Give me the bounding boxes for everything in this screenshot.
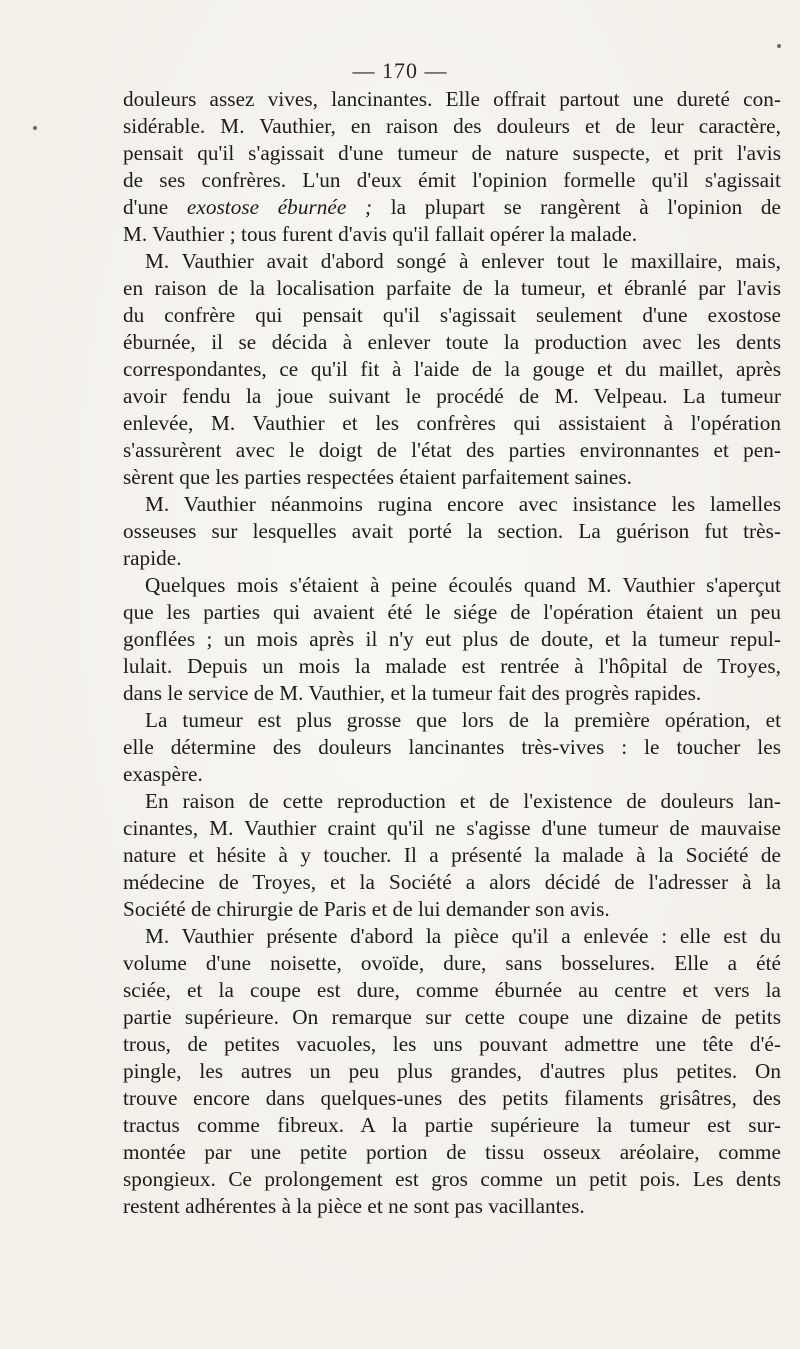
ink-speck xyxy=(777,44,781,48)
page-number: — 170 — xyxy=(352,58,448,83)
text-line: du confrère qui pensait qu'il s'agissait seulement d'une exostose xyxy=(123,303,781,327)
text-line: médecine de Troyes, et la Société a alors décidé de l'adresser à la xyxy=(123,870,781,894)
ink-speck xyxy=(33,126,37,130)
text-line: partie supérieure. On remarque sur cette coupe une dizaine de petits xyxy=(123,1005,781,1029)
text-line: nature et hésite à y toucher. Il a présenté la malade à la Société de xyxy=(123,843,781,867)
text-line: douleurs assez vives, lancinantes. Elle offrait partout une dureté con- xyxy=(123,87,781,111)
text-line: tractus comme fibreux. A la partie supérieure la tumeur est sur- xyxy=(123,1113,781,1137)
text-line: gonflées ; un mois après il n'y eut plus de doute, et la tumeur repul- xyxy=(123,627,781,651)
text-run: la plupart se rangèrent à l'opinion de xyxy=(372,195,781,219)
text-line xyxy=(123,194,781,221)
text-line: exaspère. xyxy=(123,762,203,786)
text-line: de ses confrères. L'un d'eux émit l'opinion formelle qu'il s'agissait xyxy=(123,168,781,192)
text-line: montée par une petite portion de tissu osseux aréolaire, comme xyxy=(123,1140,781,1164)
text-line: M. Vauthier ; tous furent d'avis qu'il fallait opérer la malade. xyxy=(123,222,638,246)
text-line: sidérable. M. Vauthier, en raison des douleurs et de leur caractère, xyxy=(123,114,781,138)
text-line: trouve encore dans quelques-unes des petits filaments grisâtres, des xyxy=(123,1086,781,1110)
text-line: rapide. xyxy=(123,546,182,570)
text-line: Société de chirurgie de Paris et de lui demander son avis. xyxy=(123,897,610,921)
text-line: enlevée, M. Vauthier et les confrères qui assistaient à l'opération xyxy=(123,411,781,435)
text-line: dans le service de M. Vauthier, et la tumeur fait des progrès rapides. xyxy=(123,681,702,705)
text-line: avoir fendu la joue suivant le procédé de M. Velpeau. La tumeur xyxy=(123,384,781,408)
body-text xyxy=(123,86,781,1220)
text-line: M. Vauthier présente d'abord la pièce qu'il a enlevée : elle est du xyxy=(145,924,781,948)
text-line: spongieux. Ce prolongement est gros comme un petit pois. Les dents xyxy=(123,1167,781,1191)
text-line: osseuses sur lesquelles avait porté la section. La guérison fut très- xyxy=(123,519,781,543)
text-line: sciée, et la coupe est dure, comme éburnée au centre et vers la xyxy=(123,978,781,1002)
text-line: Quelques mois s'étaient à peine écoulés quand M. Vauthier s'aperçut xyxy=(145,573,781,597)
text-line: cinantes, M. Vauthier craint qu'il ne s'agisse d'une tumeur de mauvaise xyxy=(123,816,781,840)
text-line: éburnée, il se décida à enlever toute la production avec les dents xyxy=(123,330,781,354)
text-line: restent adhérentes à la pièce et ne sont pas vacillantes. xyxy=(123,1194,585,1218)
text-line: sèrent que les parties respectées étaient parfaitement saines. xyxy=(123,465,633,489)
text-line: trous, de petites vacuoles, les uns pouvant admettre une tête d'é- xyxy=(123,1032,781,1056)
text-line: correspondantes, ce qu'il fit à l'aide de la gouge et du maillet, après xyxy=(123,357,781,381)
text-line: s'assurèrent avec le doigt de l'état des parties environnantes et pen- xyxy=(123,438,781,462)
text-line: pensait qu'il s'agissait d'une tumeur de nature suspecte, et prit l'avis xyxy=(123,141,781,165)
text-line: M. Vauthier avait d'abord songé à enlever tout le maxillaire, mais, xyxy=(145,249,781,273)
text-line: pingle, les autres un peu plus grandes, d'autres plus petites. On xyxy=(123,1059,781,1083)
text-line: en raison de la localisation parfaite de la tumeur, et ébranlé par l'avis xyxy=(123,276,781,300)
text-line: volume d'une noisette, ovoïde, dure, sans bosselures. Elle a été xyxy=(123,951,781,975)
text-line: La tumeur est plus grosse que lors de la première opération, et xyxy=(145,708,781,732)
text-line: que les parties qui avaient été le siége de l'opération étaient un peu xyxy=(123,600,781,624)
text-run: d'une xyxy=(123,195,187,219)
text-line: En raison de cette reproduction et de l'existence de douleurs lan- xyxy=(145,789,781,813)
italic-term: exostose éburnée ; xyxy=(186,195,373,219)
text-line: M. Vauthier néanmoins rugina encore avec insistance les lamelles xyxy=(145,492,781,516)
text-line: lulait. Depuis un mois la malade est rentrée à l'hôpital de Troyes, xyxy=(123,654,781,678)
text-line: elle détermine des douleurs lancinantes très-vives : le toucher les xyxy=(123,735,781,759)
